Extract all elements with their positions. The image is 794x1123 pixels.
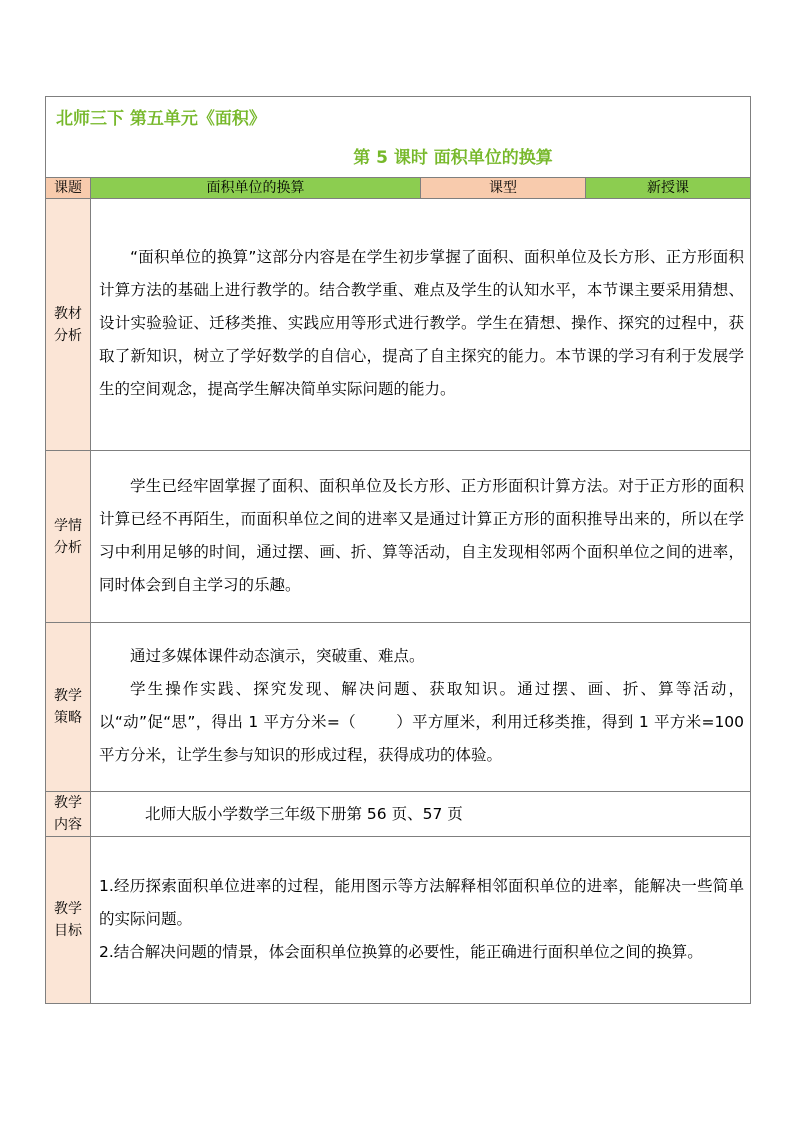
topic-value: 面积单位的换算 — [91, 178, 421, 199]
teaching-strategy-body — [91, 623, 751, 792]
textbook-analysis-label — [46, 199, 91, 451]
lesson-title: 第 5 课时 面积单位的换算 — [353, 148, 553, 168]
teaching-goals-body — [91, 837, 751, 1004]
type-label: 课型 — [421, 178, 586, 199]
strategy-text-a: 学生操作实践、探究发现、解决问题、获取知识。通过摆、画、折、算等活动，以“动”促“思”，得出 1 平方分米=（ — [99, 680, 745, 731]
teaching-goals-row — [46, 837, 751, 1004]
info-row — [46, 178, 751, 199]
teaching-content-label — [46, 792, 91, 837]
strategy-paragraph-2 — [99, 673, 744, 772]
title-cell — [46, 97, 751, 178]
textbook-analysis-row — [46, 199, 751, 451]
goal-item-2: 2.结合解决问题的情景，体会面积单位换算的必要性，能正确进行面积单位之间的换算。 — [99, 942, 703, 961]
teaching-content-row — [46, 792, 751, 837]
teaching-content-text: 北师大版小学数学三年级下册第 56 页、57 页 — [91, 792, 751, 837]
label-line-2: 策略 — [54, 710, 82, 726]
strategy-paragraph-1: 通过多媒体课件动态演示，突破重、难点。 — [130, 647, 425, 665]
lesson-plan-table — [45, 96, 751, 1004]
learner-analysis-label — [46, 451, 91, 623]
label-line-2: 目标 — [54, 923, 82, 939]
label-line-1: 教材 — [54, 305, 82, 322]
textbook-analysis-text: “面积单位的换算”这部分内容是在学生初步掌握了面积、面积单位及长方形、正方形面积计算方法的基础上进行教学的。结合教学重、难点及学生的认知水平，本节课主要采用猜想、设计实验验证、迁移类推、实践应用等形式进行教学。学生在猜想、操作、探究的过程中，获取了新知识，树立了学好数学的自信心，提高了自主探究的能力。本节课的学习有利于发展学生的空间观念，提高学生解决简单实际问题的能力。 — [99, 248, 745, 398]
label-line-1: 教学 — [54, 901, 82, 917]
label-line-2: 分析 — [54, 327, 82, 344]
learner-analysis-text: 学生已经牢固掌握了面积、面积单位及长方形、正方形面积计算方法。对于正方形的面积计算已经不再陌生，而面积单位之间的进率又是通过计算正方形的面积推导出来的，所以在学习中利用足够的时间，通过摆、画、折、算等活动，自主发现相邻两个面积单位之间的进率，同时体会到自主学习的乐趣。 — [99, 476, 745, 594]
series-title: 北师三下 第五单元《面积》 — [56, 109, 266, 129]
label-line-1: 学情 — [54, 517, 82, 534]
goal-item-1: 1.经历探索面积单位进率的过程，能用图示等方法解释相邻面积单位的进率，能解决一些简单的实际问题。 — [99, 876, 745, 928]
teaching-strategy-label — [46, 623, 91, 792]
teaching-strategy-row — [46, 623, 751, 792]
label-line-2: 内容 — [54, 817, 82, 833]
type-value: 新授课 — [586, 178, 751, 199]
label-line-1: 教学 — [54, 795, 82, 811]
strategy-text-b: ）平方厘米，利用迁移类推，得到 1 平方米=100 平方分米，让学生参与知识的形成过程，获得成功的体验。 — [99, 713, 745, 764]
learner-analysis-body — [91, 451, 751, 623]
topic-label: 课题 — [46, 178, 91, 199]
label-line-2: 分析 — [54, 539, 82, 556]
teaching-goals-label — [46, 837, 91, 1004]
label-line-1: 教学 — [54, 688, 82, 704]
title-row — [46, 97, 751, 178]
learner-analysis-row — [46, 451, 751, 623]
textbook-analysis-body — [91, 199, 751, 451]
